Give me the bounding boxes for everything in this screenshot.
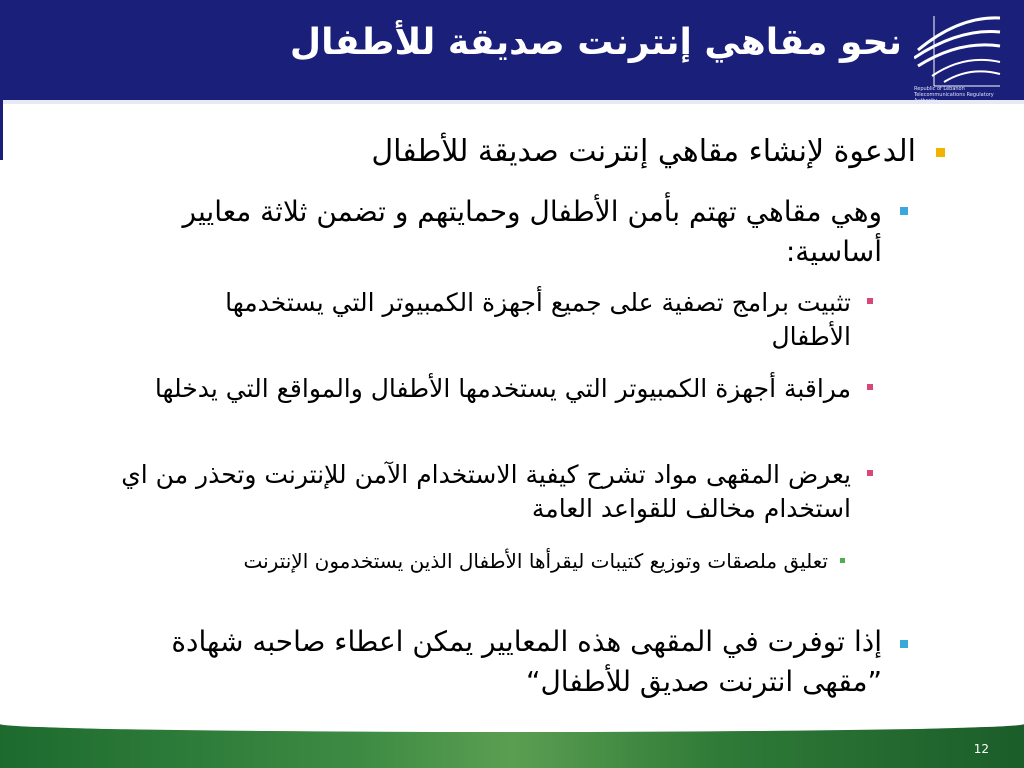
- bullet-level-2-icon: [900, 207, 908, 215]
- sub-criteria-item: تعليق ملصقات وتوزيع كتيبات ليقرأها الأطفال الذين يستخدمون الإنترنت: [243, 549, 828, 573]
- footer-curve: [0, 712, 1024, 732]
- bullet-level-1-icon: [936, 148, 945, 157]
- bullet-level-4-icon: [840, 558, 845, 563]
- criteria-item: يعرض المقهى مواد تشرح كيفية الاستخدام الآمن للإنترنت وتحذر من اي استخدام مخالف للقواعد العامة: [121, 460, 851, 523]
- bullet-level-3-icon: [867, 384, 873, 390]
- page-number: 12: [973, 742, 989, 756]
- logo-caption: Republic of Lebanon Telecommunications Regulatory Authority: [914, 86, 994, 104]
- criteria-item: تثبيت برامج تصفية على جميع أجهزة الكمبيوتر التي يستخدمها الأطفال: [225, 288, 851, 351]
- sub-point-certificate: إذا توفرت في المقهى هذه المعايير يمكن اعطاء صاحبه شهادة ”مقهى انترنت صديق للأطفال“: [171, 625, 882, 698]
- bullet-level-3-icon: [867, 298, 873, 304]
- bullet-level-3-icon: [867, 470, 873, 476]
- criteria-item: مراقبة أجهزة الكمبيوتر التي يستخدمها الأطفال والمواقع التي يدخلها: [154, 374, 851, 403]
- main-point: الدعوة لإنشاء مقاهي إنترنت صديقة للأطفال: [371, 134, 916, 169]
- sub-point-protection: وهي مقاهي تهتم بأمن الأطفال وحمايتهم و تضمن ثلاثة معايير أساسية:: [182, 195, 882, 268]
- slide-title: نحو مقاهي إنترنت صديقة للأطفال: [289, 22, 902, 63]
- bullet-level-2-icon: [900, 640, 908, 648]
